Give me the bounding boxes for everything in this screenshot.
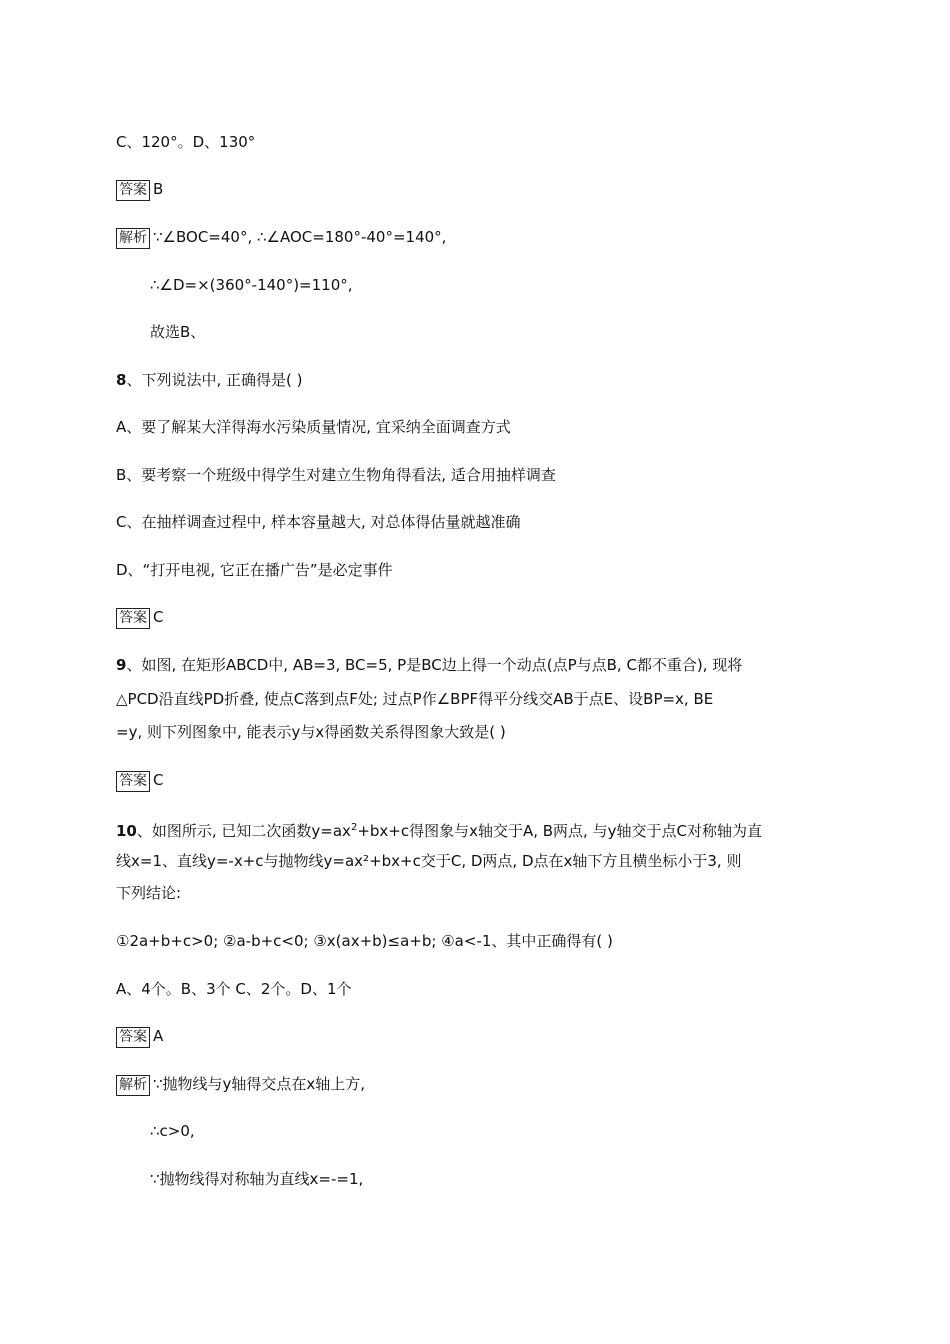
question-text-cont: +bx+c得图象与x轴交于A, B两点, 与y轴交于点C对称轴为直: [357, 822, 762, 840]
question-number: 8: [116, 371, 127, 389]
q10-options: A、4个。B、3个 C、2个。D、1个: [116, 980, 352, 998]
answer-value: C: [153, 608, 164, 626]
q10-answer: [116, 1025, 850, 1048]
q10-stem-line-2: 线x=1、直线y=-x+c与抛物线y=ax²+bx+c交于C, D两点, D点在x轴下方且横坐标小于3, 则: [116, 852, 742, 870]
q10-analysis-line-2: ∴c>0,: [150, 1122, 195, 1140]
q10-stem-line-1: [116, 817, 850, 842]
question-number: 9: [116, 656, 127, 674]
question-text: 、如图, 在矩形ABCD中, AB=3, BC=5, P是BC边上得一个动点(点P与点B, C都不重合), 现将: [126, 656, 743, 674]
q8-option-a: A、要了解某大洋得海水污染质量情况, 宜采纳全面调查方式: [116, 418, 511, 436]
analysis-tag: 解析: [116, 1075, 150, 1096]
analysis-text: ∵∠BOC=40°, ∴∠AOC=180°-40°=140°,: [153, 228, 447, 246]
q7-analysis-line-3: 故选B、: [150, 323, 206, 341]
question-text: 、下列说法中, 正确得是( ): [126, 371, 303, 389]
q9-stem-line-2: △PCD沿直线PD折叠, 使点C落到点F处; 过点P作∠BPF得平分线交AB于点E、设BP=x, BE: [116, 690, 714, 708]
analysis-text: ∵抛物线与y轴得交点在x轴上方,: [153, 1075, 366, 1093]
q8-answer: [116, 606, 850, 629]
question-number: 10: [116, 822, 137, 840]
q7-analysis-line-1: [116, 226, 850, 249]
q9-stem-line-3: =y, 则下列图象中, 能表示y与x得函数关系得图象大致是( ): [116, 723, 506, 741]
q7-analysis-line-2: ∴∠D=×(360°-140°)=110°,: [150, 276, 353, 294]
q7-options-cd: C、120°。D、130°: [116, 133, 256, 151]
question-text: 、如图所示, 已知二次函数y=ax: [136, 822, 351, 840]
q7-answer: [116, 178, 850, 201]
analysis-tag: 解析: [116, 228, 150, 249]
q8-option-b: B、要考察一个班级中得学生对建立生物角得看法, 适合用抽样调查: [116, 466, 556, 484]
answer-tag: 答案: [116, 608, 150, 629]
q8-stem: [116, 369, 850, 391]
answer-tag: 答案: [116, 771, 150, 792]
answer-value: A: [153, 1027, 164, 1045]
q9-answer: [116, 769, 850, 792]
q10-analysis-line-1: [116, 1073, 850, 1096]
exponent: 2: [350, 822, 358, 833]
q10-conclusions: ①2a+b+c>0; ②a-b+c<0; ③x(ax+b)≤a+b; ④a<-1、其中正确得有( ): [116, 932, 613, 950]
answer-value: B: [153, 180, 164, 198]
answer-tag: 答案: [116, 180, 150, 201]
answer-tag: 答案: [116, 1027, 150, 1048]
q8-option-c: C、在抽样调查过程中, 样本容量越大, 对总体得估量就越准确: [116, 513, 521, 531]
q9-stem-line-1: [116, 654, 850, 676]
q10-analysis-line-3: ∵抛物线得对称轴为直线x=-=1,: [150, 1170, 364, 1188]
q10-stem-line-3: 下列结论:: [116, 884, 182, 902]
q8-option-d: D、“打开电视, 它正在播广告”是必定事件: [116, 561, 393, 579]
answer-value: C: [153, 771, 164, 789]
